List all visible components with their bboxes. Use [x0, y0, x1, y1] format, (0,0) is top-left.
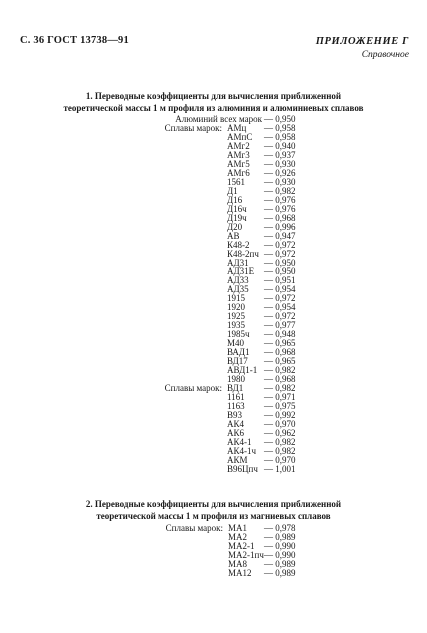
coefficient-value: — 0,950: [264, 114, 296, 124]
list-item: [0, 533, 427, 542]
coefficient-value: — 0,930: [264, 158, 296, 169]
grade-name: Алюминий всех марок: [175, 114, 262, 124]
coefficient-value: — 0,996: [264, 221, 296, 232]
coefficient-value: — 0,968: [264, 374, 296, 385]
coefficient-value: — 0,982: [264, 185, 296, 196]
list-item: [0, 348, 427, 357]
grade-name: МА2-1пч: [228, 549, 264, 560]
coefficient-value: — 0,982: [264, 383, 296, 394]
page-header: С. 36 ГОСТ 13738—91: [20, 35, 129, 46]
coefficient-value: — 0,968: [264, 212, 296, 223]
list-item: [0, 276, 427, 285]
coefficient-value: — 0,977: [264, 320, 296, 331]
coefficient-value: — 0,990: [264, 540, 296, 551]
list-item: [0, 339, 427, 348]
list-item: [0, 250, 427, 259]
coefficient-value: — 0,976: [264, 194, 296, 205]
grade-name: АК4-1ч: [227, 445, 257, 456]
list-item: [0, 357, 427, 366]
grade-name: М40: [227, 338, 245, 349]
grade-name: АМг3: [227, 149, 250, 160]
list-item: [0, 560, 427, 569]
list-item: [0, 438, 427, 447]
list-item: [0, 447, 427, 456]
grade-name: МА8: [228, 558, 248, 569]
list-item: [0, 133, 427, 142]
coefficient-value: — 0,975: [264, 401, 296, 411]
list-item: [0, 285, 427, 294]
grade-name: Д1: [227, 185, 238, 196]
list-item: [0, 551, 427, 560]
coefficient-value: — 0,982: [264, 365, 296, 376]
list-item: [0, 241, 427, 250]
coefficient-value: — 0,958: [264, 122, 296, 133]
coefficient-value: — 0,989: [264, 567, 296, 578]
coefficient-value: — 0,982: [264, 445, 296, 456]
list-item: [0, 151, 427, 160]
coefficient-value: — 0,962: [264, 427, 296, 438]
list-item: [0, 429, 427, 438]
section-2-heading: [16, 499, 411, 522]
list-item: [0, 393, 427, 402]
grade-name: 1985ч: [227, 329, 250, 340]
coefficient-value: — 0,926: [264, 167, 296, 178]
grade-name: ВАД1: [227, 347, 250, 358]
coefficient-value: — 0,971: [264, 392, 296, 403]
coefficient-value: — 0,978: [264, 523, 296, 533]
grade-name: АМц: [227, 122, 247, 133]
list-item: [0, 267, 427, 276]
grade-name: АВ: [227, 230, 240, 241]
section-1-heading-line2: теоретической массы 1 м профиля из алюминия и алюминиевых сплавов: [63, 102, 364, 113]
grade-name: Д20: [227, 221, 243, 232]
coefficient-value: — 0,954: [264, 284, 296, 295]
grade-name: 1980: [227, 374, 245, 385]
coefficient-value: — 0,965: [264, 356, 296, 367]
list-item: [0, 384, 427, 393]
list-item: [0, 223, 427, 232]
grade-name: МА2-1: [228, 540, 255, 551]
grade-name: АМг2: [227, 140, 250, 151]
list-item: [0, 420, 427, 429]
grade-name: 1161: [227, 392, 245, 403]
section-1-heading: [16, 91, 411, 114]
coefficient-value: — 0,970: [264, 454, 296, 465]
list-item: [0, 456, 427, 465]
coefficient-value: — 0,972: [264, 239, 296, 250]
grade-name: В93: [227, 409, 243, 420]
list-item: [0, 330, 427, 339]
coefficient-value: — 0,972: [264, 311, 296, 322]
list-item: [0, 142, 427, 151]
list-item: [0, 312, 427, 321]
grade-name: АД33: [227, 275, 249, 286]
coefficient-value: — 0,940: [264, 140, 296, 151]
list-item: [0, 232, 427, 241]
grade-name: 1915: [227, 293, 245, 304]
coefficient-value: — 0,951: [264, 275, 296, 286]
grade-name: АД35: [227, 284, 249, 295]
list-item: [0, 205, 427, 214]
grade-name: АД31: [227, 257, 249, 268]
list-item: [0, 524, 427, 533]
list-item: [0, 294, 427, 303]
list-item: [0, 366, 427, 375]
grade-name: АМг6: [227, 167, 250, 178]
list-item: [0, 569, 427, 578]
coefficient-value: — 0,976: [264, 203, 296, 214]
grade-name: МА1: [228, 523, 248, 533]
group-label: Сплавы марок:: [164, 383, 222, 394]
list-item: [0, 214, 427, 223]
grade-name: ВД1: [227, 383, 244, 394]
list-item: [0, 178, 427, 187]
group-label: Сплавы марок:: [165, 523, 223, 533]
grade-name: АК6: [227, 427, 245, 438]
list-item: [0, 196, 427, 205]
coefficient-value: — 0,950: [264, 266, 296, 277]
grade-name: МА2: [228, 531, 248, 542]
grade-name: АК4-1: [227, 436, 252, 447]
coefficient-value: — 0,968: [264, 347, 296, 358]
grade-name: К48-2: [227, 239, 250, 250]
grade-name: 1935: [227, 320, 245, 331]
grade-name: Д16ч: [227, 203, 247, 214]
aluminium-coefficients-list: [0, 115, 427, 474]
grade-name: 1561: [227, 176, 245, 187]
grade-name: К48-2пч: [227, 248, 259, 259]
coefficient-value: — 0,947: [264, 230, 296, 241]
group-label: Сплавы марок:: [164, 122, 222, 133]
grade-name: 1920: [227, 302, 245, 313]
list-item: [0, 160, 427, 169]
coefficient-value: — 0,990: [264, 549, 296, 560]
appendix-subtitle: Справочное: [361, 50, 409, 60]
grade-name: 1163: [227, 401, 245, 411]
list-item: [0, 321, 427, 330]
grade-name: АВД1-1: [227, 365, 258, 376]
appendix-block: [316, 36, 409, 60]
coefficient-value: — 1,001: [264, 463, 296, 474]
magnesium-coefficients-list: [0, 524, 427, 578]
grade-name: МА12: [228, 567, 252, 578]
coefficient-value: — 0,972: [264, 248, 296, 259]
coefficient-value: — 0,958: [264, 131, 296, 142]
coefficient-value: — 0,982: [264, 436, 296, 447]
grade-name: Д19ч: [227, 212, 247, 223]
grade-name: АК4: [227, 418, 245, 429]
coefficient-value: — 0,972: [264, 293, 296, 304]
coefficient-value: — 0,930: [264, 176, 296, 187]
coefficient-value: — 0,954: [264, 302, 296, 313]
coefficient-value: — 0,970: [264, 418, 296, 429]
list-item: [0, 402, 427, 411]
coefficient-value: — 0,992: [264, 409, 296, 420]
grade-name: Д16: [227, 194, 243, 205]
coefficient-value: — 0,948: [264, 329, 296, 340]
grade-name: АКМ: [227, 454, 248, 465]
grade-name: АМг5: [227, 158, 250, 169]
grade-name: 1925: [227, 311, 245, 322]
coefficient-value: — 0,989: [264, 558, 296, 569]
coefficient-value: — 0,950: [264, 257, 296, 268]
list-item: [0, 259, 427, 268]
grade-name: АМпС: [227, 131, 253, 142]
list-item: [0, 411, 427, 420]
list-item: [0, 187, 427, 196]
list-item: [0, 465, 427, 474]
list-item: [0, 542, 427, 551]
coefficient-value: — 0,965: [264, 338, 296, 349]
list-item: [0, 124, 427, 133]
list-item: [0, 303, 427, 312]
coefficient-value: — 0,937: [264, 149, 296, 160]
grade-name: ВД17: [227, 356, 248, 367]
section-1-heading-line1: 1. Переводные коэффициенты для вычисления приближенной: [85, 91, 342, 101]
appendix-title: ПРИЛОЖЕНИЕ Г: [315, 36, 409, 47]
grade-name: В96Цпч: [227, 463, 258, 474]
list-item: [0, 169, 427, 178]
grade-name: АД31Е: [227, 266, 255, 277]
section-2-heading-line1: 2. Переводные коэффициенты для вычисления приближенной: [85, 499, 342, 509]
section-2-heading-line2: теоретической массы 1 м профиля из магниевых сплавов: [96, 510, 331, 521]
coefficient-value: — 0,989: [264, 531, 296, 542]
